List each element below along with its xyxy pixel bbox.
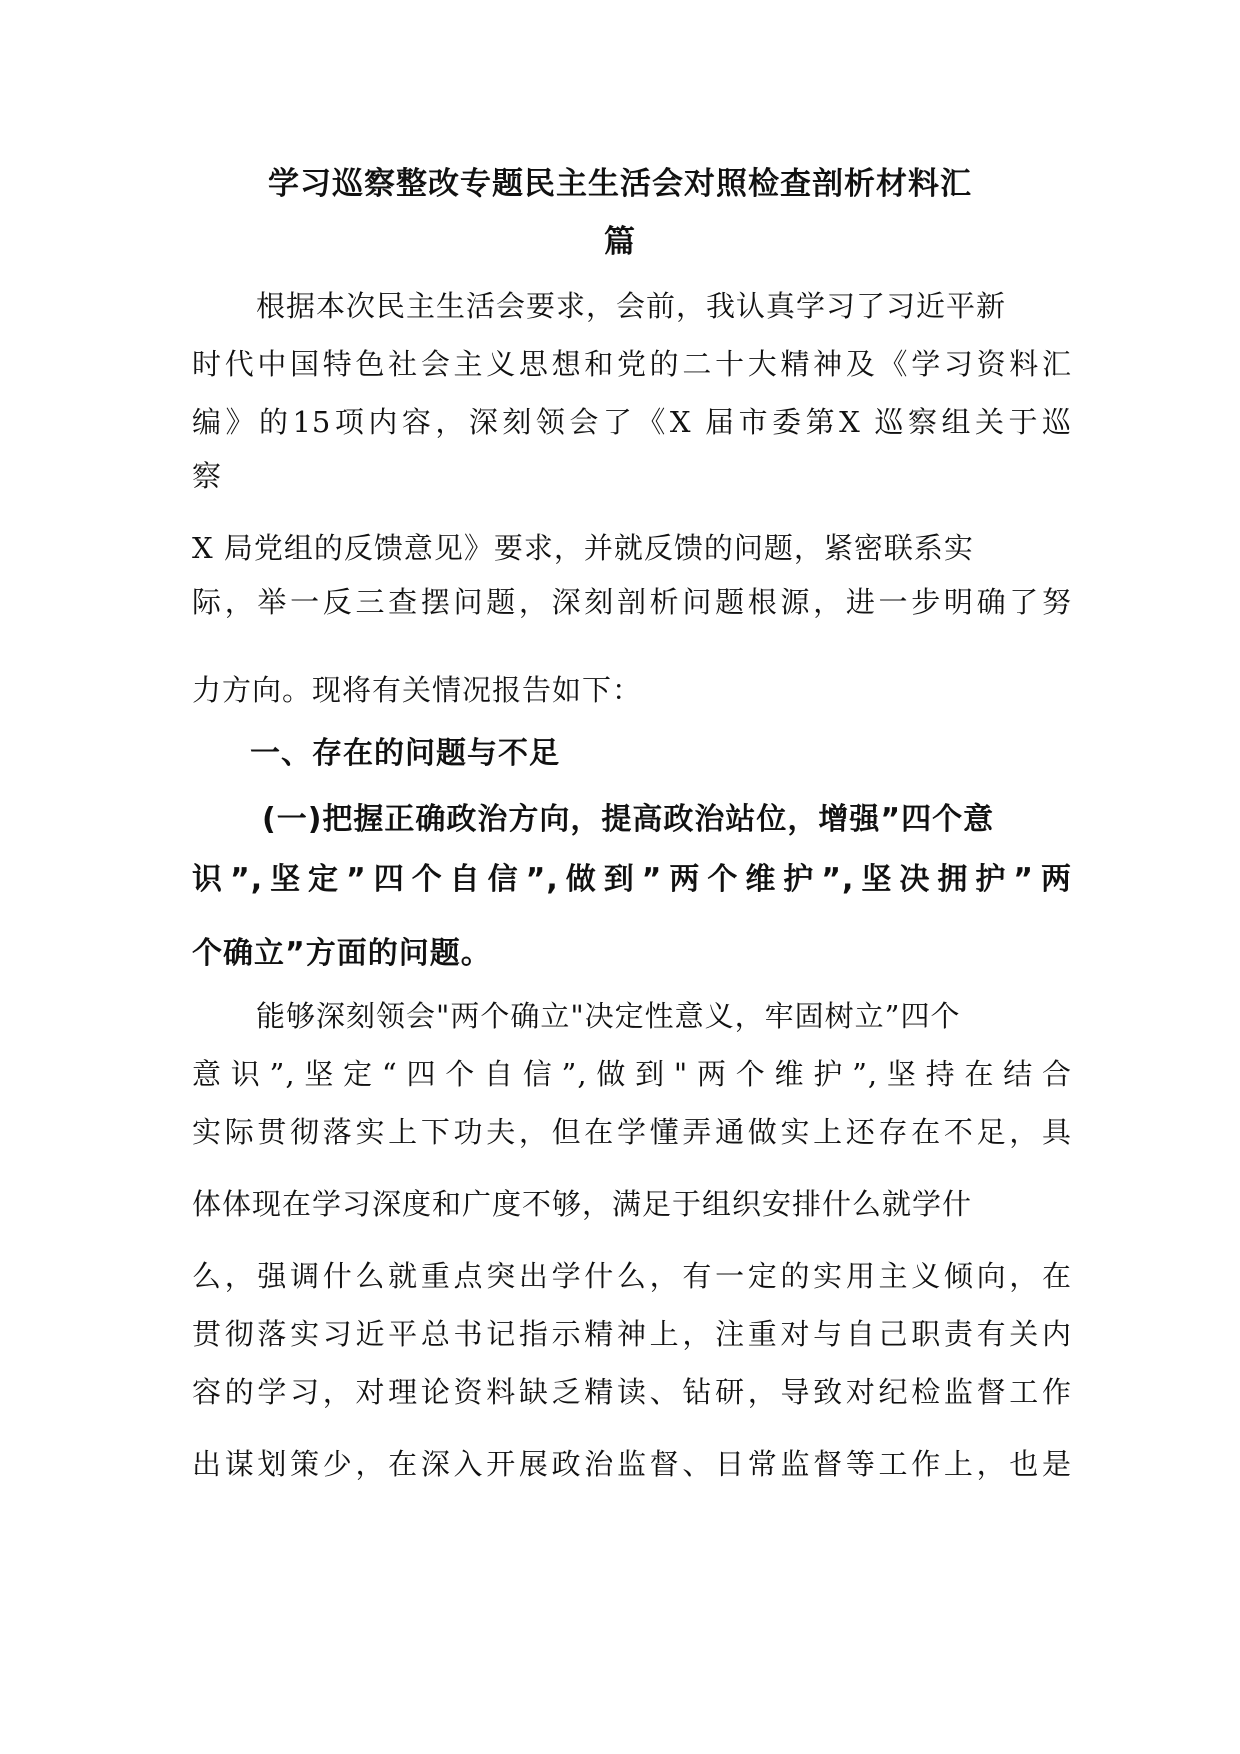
intro-line: 察 [192,459,223,493]
subsection-heading-line: 识”,坚定”四个自信”,做到”两个维护”,坚决拥护”两 [192,862,1072,897]
body-line: 意识”,坚定“四个自信”,做到"两个维护”,坚持在结合 [192,1057,1072,1091]
intro-line: X 局党组的反馈意见》要求，并就反馈的问题，紧密联系实 [192,531,974,565]
subsection-heading-line: 个确立”方面的问题。 [192,936,492,971]
intro-line: 时代中国特色社会主义思想和党的二十大精神及《学习资料汇 [192,347,1072,381]
document-title-line-2: 篇 [604,224,636,260]
body-line: 么，强调什么就重点突出学什么，有一定的实用主义倾向，在 [192,1259,1072,1293]
section-heading: 一、存在的问题与不足 [250,736,560,771]
intro-line: 编》的15项内容，深刻领会了《X 届市委第X 巡察组关于巡 [192,405,1072,439]
body-line: 能够深刻领会"两个确立"决定性意义，牢固树立”四个 [256,999,961,1033]
body-line: 贯彻落实习近平总书记指示精神上，注重对与自己职责有关内 [192,1317,1072,1351]
document-title-line-1: 学习巡察整改专题民主生活会对照检查剖析材料汇 [268,166,972,202]
body-line: 实际贯彻落实上下功夫，但在学懂弄通做实上还存在不足，具 [192,1115,1072,1149]
body-line: 容的学习，对理论资料缺乏精读、钻研，导致对纪检监督工作 [192,1375,1072,1409]
subsection-heading-line: (一)把握正确政治方向，提高政治站位，增强”四个意 [262,802,995,837]
body-line: 体体现在学习深度和广度不够，满足于组织安排什么就学什 [192,1187,973,1221]
intro-line: 际，举一反三查摆问题，深刻剖析问题根源，进一步明确了努 [192,585,1072,619]
body-line: 出谋划策少，在深入开展政治监督、日常监督等工作上，也是 [192,1447,1072,1481]
intro-line: 根据本次民主生活会要求，会前，我认真学习了习近平新 [256,289,1007,323]
intro-line: 力方向。现将有关情况报告如下： [192,673,643,707]
